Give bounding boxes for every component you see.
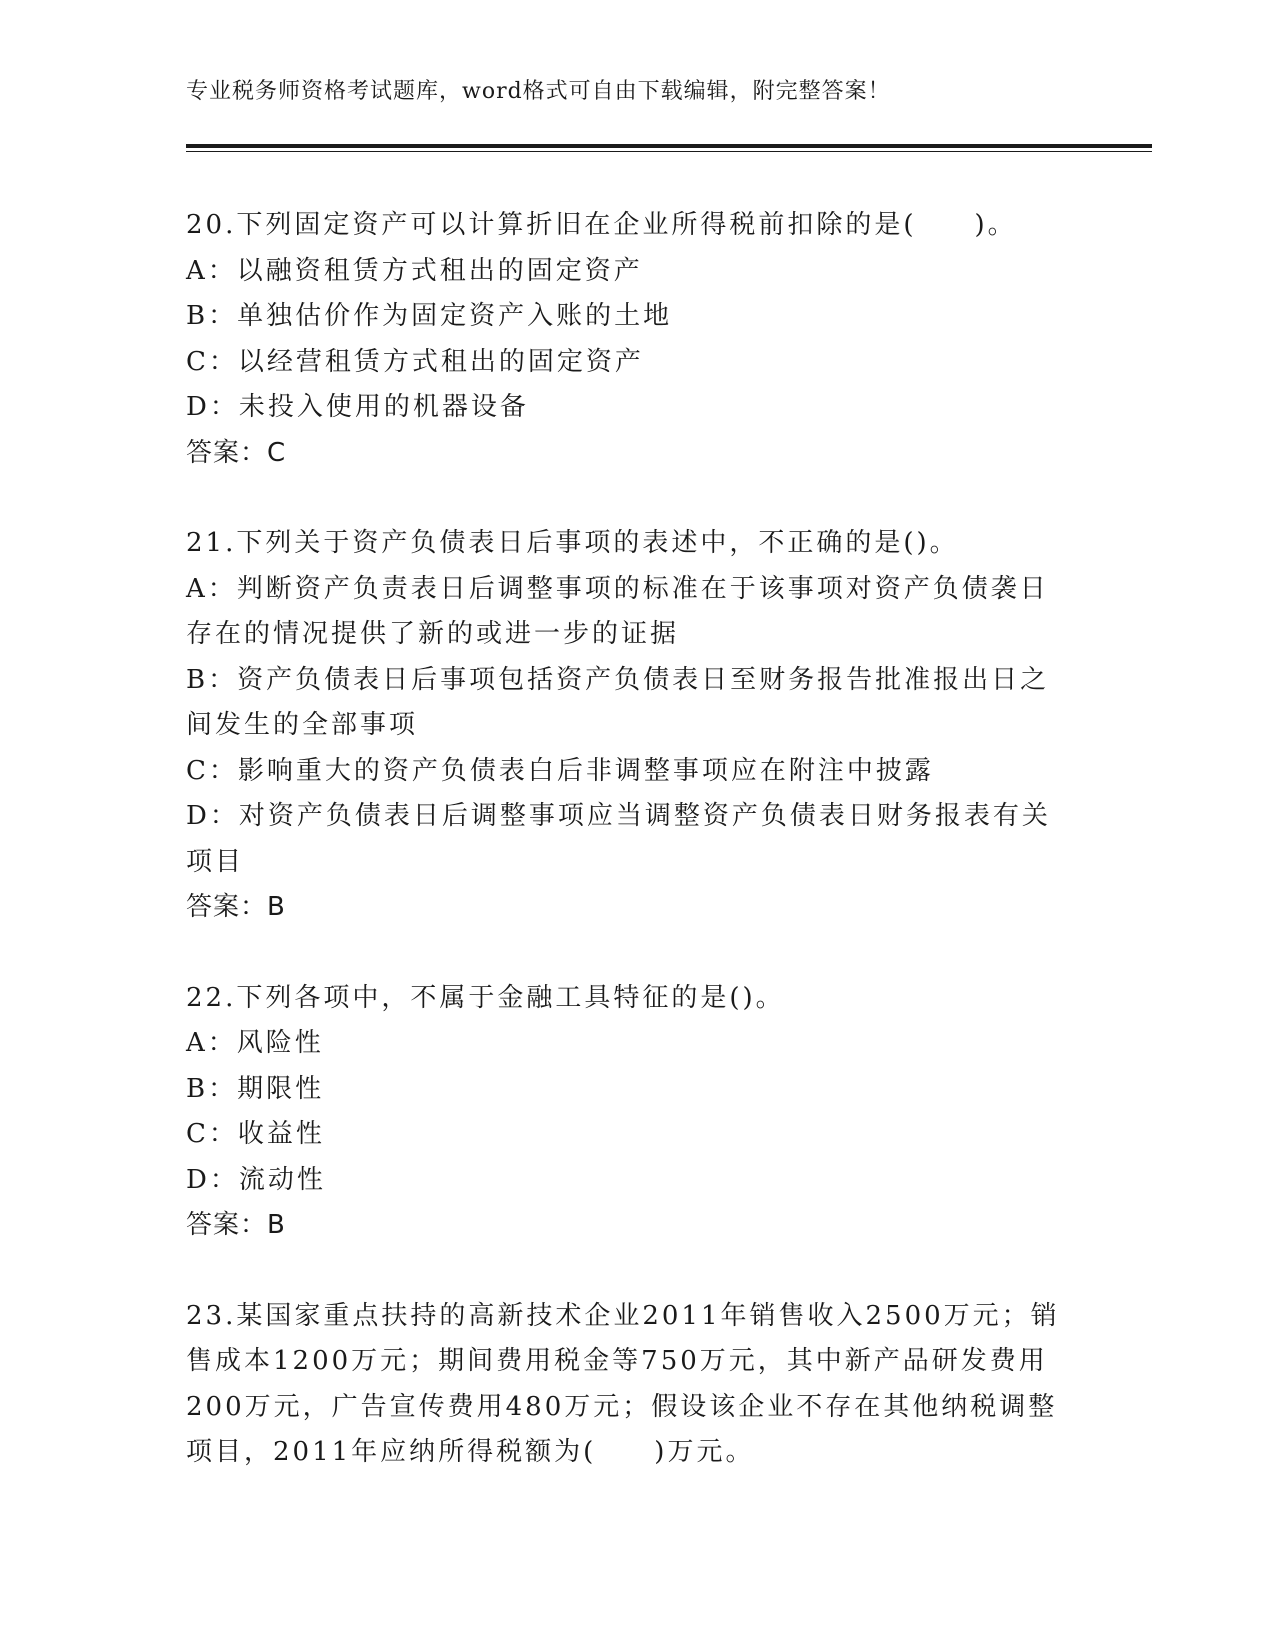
question-stem: 20.下列固定资产可以计算折旧在企业所得税前扣除的是( )。 <box>186 210 1017 240</box>
option-b: B：期限性 <box>186 1073 325 1104</box>
option-a: A：风险性 <box>186 1028 324 1058</box>
option-c: C：收益性 <box>186 1119 325 1149</box>
option-c: C：影响重大的资产负债表白后非调整事项应在附注中披露 <box>186 755 934 786</box>
question-22 <box>186 976 1086 1249</box>
option-a: A：判断资产负责表日后调整事项的标准在于该事项对资产负债袭日存在的情况提供了新的或进一步的证据 <box>186 573 1049 649</box>
question-stem: 23.某国家重点扶持的高新技术企业2011年销售收入2500万元；销售成本1200万元；期间费用税金等750万元，其中新产品研发费用200万元，广告宣传费用480万元；假设该企业不存在其他纳税调整项目，2011年应纳所得税额为( )万元。 <box>186 1300 1060 1467</box>
answer-label: 答案：C <box>186 437 287 468</box>
question-stem: 22.下列各项中，不属于金融工具特征的是()。 <box>186 982 785 1013</box>
option-b: B：单独估价作为固定资产入账的土地 <box>186 301 673 331</box>
question-stem: 21.下列关于资产负债表日后事项的表述中，不正确的是()。 <box>186 528 959 558</box>
option-d: D：对资产负债表日后调整事项应当调整资产负债表日财务报表有关项目 <box>186 801 1051 877</box>
page-header: 专业税务师资格考试题库，word格式可自由下载编辑，附完整答案！ <box>186 79 891 104</box>
header-rule-thin <box>186 151 1152 152</box>
header-rule-thick <box>186 144 1152 148</box>
option-c: C：以经营租赁方式租出的固定资产 <box>186 346 644 377</box>
question-20 <box>186 203 1086 476</box>
answer-label: 答案：B <box>186 1210 286 1240</box>
option-a: A：以融资租赁方式租出的固定资产 <box>186 255 643 286</box>
question-23 <box>186 1294 1086 1476</box>
option-d: D：未投入使用的机器设备 <box>186 392 529 422</box>
option-b: B：资产负债表日后事项包括资产负债表日至财务报告批准报出日之间发生的全部事项 <box>186 664 1050 740</box>
option-d: D：流动性 <box>186 1164 326 1195</box>
question-21 <box>186 521 1086 931</box>
question-list <box>186 203 1086 1521</box>
answer-label: 答案：B <box>186 892 286 922</box>
